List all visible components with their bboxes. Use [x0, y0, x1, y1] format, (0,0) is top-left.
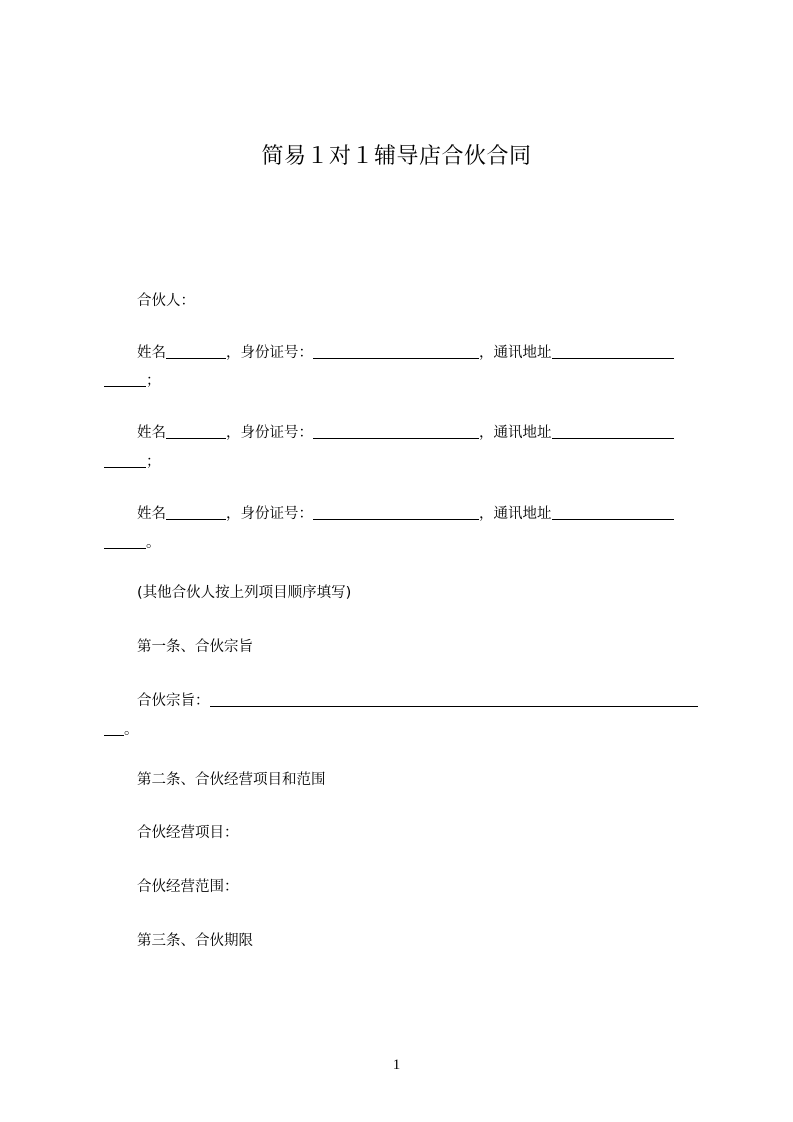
line-end: ；: [146, 373, 161, 389]
partner-3-line: [104, 499, 737, 530]
id-blank[interactable]: [313, 422, 479, 439]
partner-1-line-cont: [104, 366, 704, 397]
line-end: 。: [146, 535, 161, 551]
partners-heading: 合伙人：: [137, 293, 195, 309]
address-blank[interactable]: [552, 342, 674, 359]
address-blank-cont[interactable]: [104, 532, 146, 549]
business-scope-label: 合伙经营范围：: [137, 879, 239, 895]
purpose-label: 合伙宗旨：: [137, 693, 210, 709]
document-title: 简易１对１辅导店合伙合同: [261, 144, 532, 169]
id-label: ，身份证号：: [226, 425, 313, 441]
name-blank[interactable]: [166, 503, 226, 520]
id-blank[interactable]: [313, 503, 479, 520]
name-blank[interactable]: [166, 342, 226, 359]
article-2-heading: 第二条、合伙经营项目和范围: [137, 772, 326, 788]
purpose-line-cont: [104, 715, 704, 746]
name-label: 姓名: [137, 506, 166, 522]
business-items-label: 合伙经营项目：: [137, 825, 239, 841]
address-label: ，通讯地址: [479, 345, 552, 361]
partner-2-line: [104, 418, 737, 449]
id-blank[interactable]: [313, 342, 479, 359]
page-number: 1: [392, 1057, 401, 1073]
partner-2-line-cont: [104, 447, 704, 478]
purpose-blank-cont[interactable]: [104, 719, 124, 736]
address-label: ，通讯地址: [479, 425, 552, 441]
name-label: 姓名: [137, 425, 166, 441]
id-label: ，身份证号：: [226, 345, 313, 361]
address-label: ，通讯地址: [479, 506, 552, 522]
name-label: 姓名: [137, 345, 166, 361]
purpose-line: [104, 686, 737, 717]
article-3-heading: 第三条、合伙期限: [137, 933, 253, 949]
address-blank-cont[interactable]: [104, 451, 146, 468]
name-blank[interactable]: [166, 422, 226, 439]
address-blank[interactable]: [552, 503, 674, 520]
other-partners-note: (其他合伙人按上列项目顺序填写): [137, 585, 352, 601]
article-1-heading: 第一条、合伙宗旨: [137, 639, 253, 655]
address-blank[interactable]: [552, 422, 674, 439]
purpose-blank[interactable]: [210, 690, 698, 707]
purpose-end: 。: [124, 722, 139, 738]
id-label: ，身份证号：: [226, 506, 313, 522]
address-blank-cont[interactable]: [104, 370, 146, 387]
partner-1-line: [104, 338, 737, 369]
line-end: ；: [146, 454, 161, 470]
partner-3-line-cont: [104, 528, 704, 559]
